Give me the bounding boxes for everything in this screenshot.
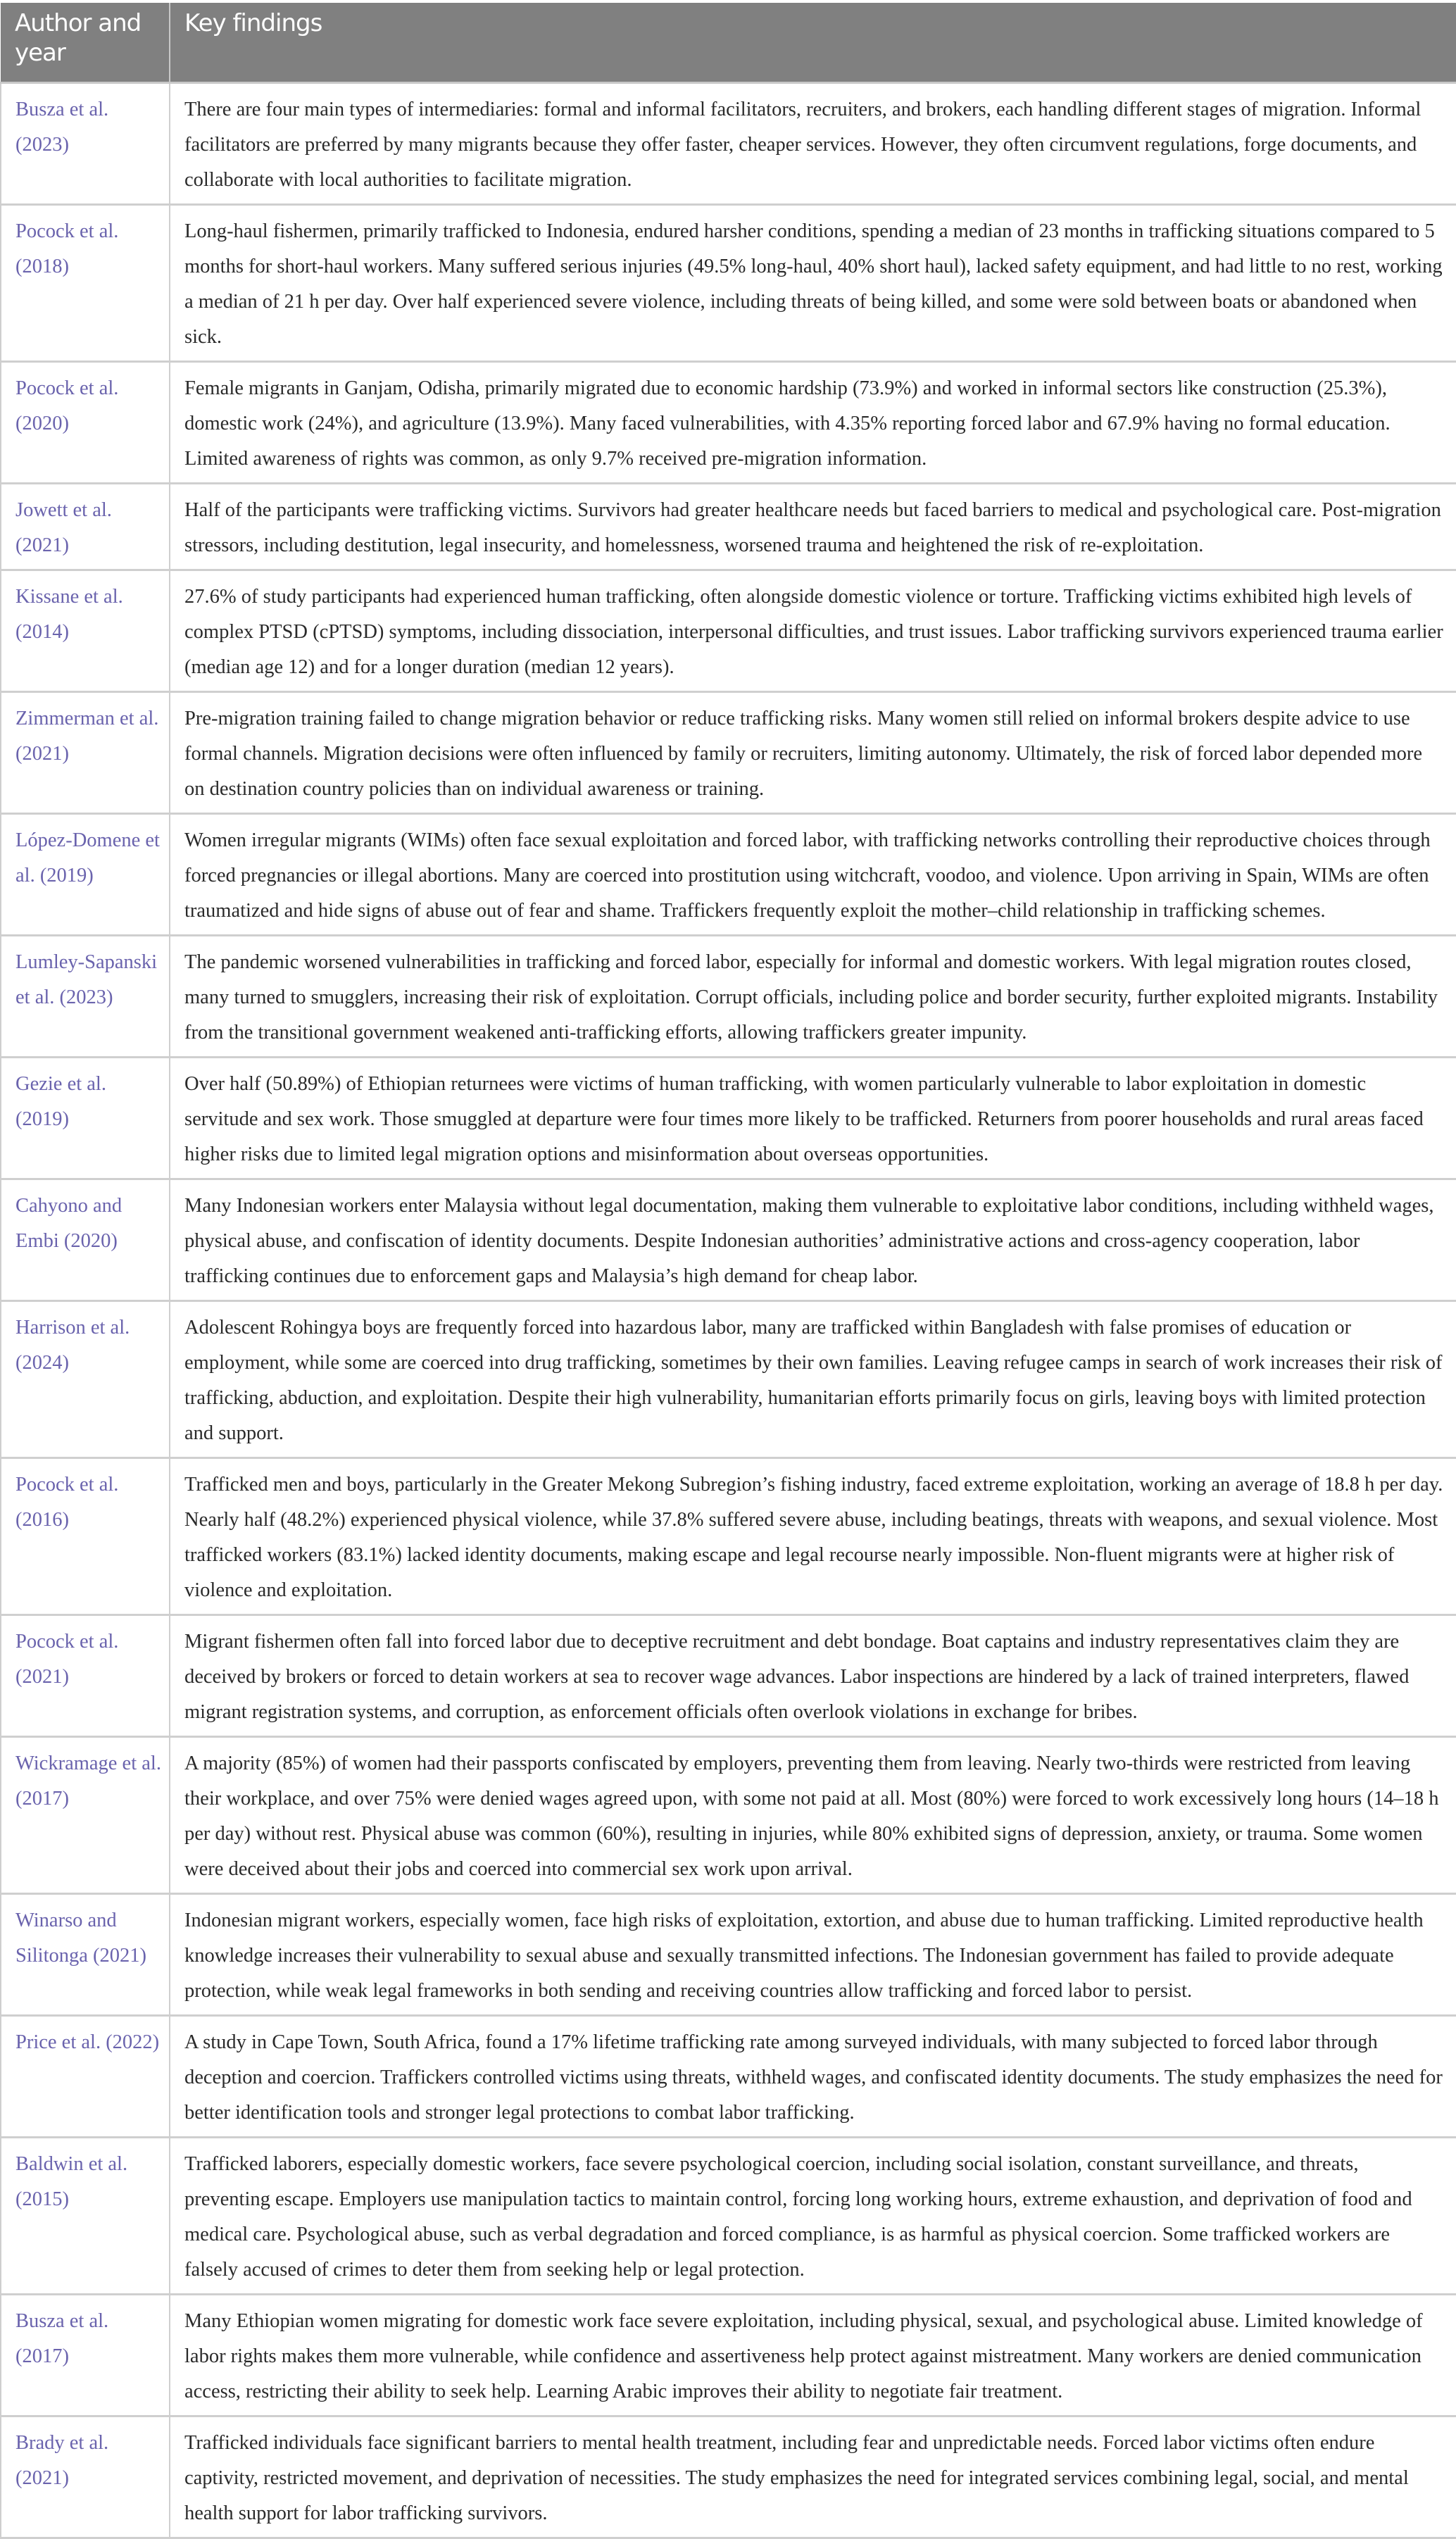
author-citation-link[interactable]: Jowett et al. (2021)	[1, 484, 170, 570]
key-findings-cell: Trafficked individuals face significant barriers to mental health treatment, including fear and unpredictable needs. Forced labor victims often endure captivity, restricted movement, and deprivation of necessities. The study emphasizes the need for integrated services combining legal, social, and mental health support for labor trafficking survivors.	[170, 2416, 1456, 2538]
author-citation-link[interactable]: Busza et al. (2017)	[1, 2295, 170, 2416]
table-row	[1, 1058, 1456, 1179]
table-row	[1, 83, 1456, 205]
table-row	[1, 570, 1456, 692]
table-row	[1, 484, 1456, 570]
key-findings-cell: Women irregular migrants (WIMs) often face sexual exploitation and forced labor, with trafficking networks controlling their reproductive choices through forced pregnancies or illegal abortions. Many are coerced into prostitution using witchcraft, voodoo, and violence. Upon arriving in Spain, WIMs are often traumatized and hide signs of abuse out of fear and shame. Traffickers frequently exploit the mother–child relationship in trafficking schemes.	[170, 814, 1456, 936]
key-findings-cell: Migrant fishermen often fall into forced labor due to deceptive recruitment and debt bondage. Boat captains and industry representatives claim they are deceived by brokers or forced to detain workers at sea to recover wage advances. Labor inspections are hindered by a lack of trained interpreters, flawed migrant registration systems, and corruption, as enforcement officials often overlook violations in exchange for bribes.	[170, 1615, 1456, 1737]
author-citation-link[interactable]: Busza et al. (2023)	[1, 83, 170, 205]
author-citation-link[interactable]: Price et al. (2022)	[1, 2016, 170, 2138]
table-row	[1, 1737, 1456, 1894]
key-findings-cell: Over half (50.89%) of Ethiopian returnees were victims of human trafficking, with women particularly vulnerable to labor exploitation in domestic servitude and sex work. Those smuggled at departure were four times more likely to be trafficked. Returners from poorer households and rural areas faced higher risks due to limited legal migration options and misinformation about overseas opportunities.	[170, 1058, 1456, 1179]
table-row	[1, 2016, 1456, 2138]
header-author: Author and year	[1, 3, 170, 83]
table-row	[1, 1179, 1456, 1301]
table-row	[1, 2416, 1456, 2538]
table-row	[1, 692, 1456, 814]
author-citation-link[interactable]: Kissane et al. (2014)	[1, 570, 170, 692]
key-findings-cell: Female migrants in Ganjam, Odisha, primarily migrated due to economic hardship (73.9%) and worked in informal sectors like construction (25.3%), domestic work (24%), and agriculture (13.9%). Many faced vulnerabilities, with 4.35% reporting forced labor and 67.9% having no formal education. Limited awareness of rights was common, as only 9.7% received pre-migration information.	[170, 362, 1456, 484]
table-row	[1, 205, 1456, 362]
table-row	[1, 362, 1456, 484]
key-findings-cell: Indonesian migrant workers, especially women, face high risks of exploitation, extortion, and abuse due to human trafficking. Limited reproductive health knowledge increases their vulnerability to sexual abuse and sexually transmitted infections. The Indonesian government has failed to provide adequate protection, while weak legal frameworks in both sending and receiving countries allow trafficking and forced labor to persist.	[170, 1894, 1456, 2016]
header-row	[1, 3, 1456, 83]
key-findings-cell: Many Indonesian workers enter Malaysia without legal documentation, making them vulnerable to exploitative labor conditions, including withheld wages, physical abuse, and confiscation of identity documents. Despite Indonesian authorities’ administrative actions and cross-agency cooperation, labor trafficking continues due to enforcement gaps and Malaysia’s high demand for cheap labor.	[170, 1179, 1456, 1301]
author-citation-link[interactable]: Pocock et al. (2020)	[1, 362, 170, 484]
key-findings-cell: Pre-migration training failed to change migration behavior or reduce trafficking risks. Many women still relied on informal brokers despite advice to use formal channels. Migration decisions were often influenced by family or recruiters, limiting autonomy. Ultimately, the risk of forced labor depended more on destination country policies than on individual awareness or training.	[170, 692, 1456, 814]
key-findings-cell: The pandemic worsened vulnerabilities in trafficking and forced labor, especially for informal and domestic workers. With legal migration routes closed, many turned to smugglers, increasing their risk of exploitation. Corrupt officials, including police and border security, further exploited migrants. Instability from the transitional government weakened anti-trafficking efforts, allowing traffickers greater impunity.	[170, 936, 1456, 1058]
author-citation-link[interactable]: Zimmerman et al. (2021)	[1, 692, 170, 814]
table-row	[1, 1615, 1456, 1737]
author-citation-link[interactable]: Lumley-Sapanski et al. (2023)	[1, 936, 170, 1058]
key-findings-cell: There are four main types of intermediaries: formal and informal facilitators, recruiters, and brokers, each handling different stages of migration. Informal facilitators are preferred by many migrants because they offer faster, cheaper services. However, they often circumvent regulations, forge documents, and collaborate with local authorities to facilitate migration.	[170, 83, 1456, 205]
table-row	[1, 1458, 1456, 1615]
table-row	[1, 1301, 1456, 1458]
author-citation-link[interactable]: Pocock et al. (2018)	[1, 205, 170, 362]
author-citation-link[interactable]: Cahyono and Embi (2020)	[1, 1179, 170, 1301]
author-citation-link[interactable]: Gezie et al. (2019)	[1, 1058, 170, 1179]
key-findings-cell: A study in Cape Town, South Africa, found a 17% lifetime trafficking rate among surveyed individuals, with many subjected to forced labor through deception and coercion. Traffickers controlled victims using threats, withheld wages, and confiscated identity documents. The study emphasizes the need for better identification tools and stronger legal protections to combat labor trafficking.	[170, 2016, 1456, 2138]
key-findings-cell: Trafficked laborers, especially domestic workers, face severe psychological coercion, including social isolation, constant surveillance, and threats, preventing escape. Employers use manipulation tactics to maintain control, forcing long working hours, extreme exhaustion, and deprivation of food and medical care. Psychological abuse, such as verbal degradation and forced compliance, is as harmful as physical coercion. Some trafficked workers are falsely accused of crimes to deter them from seeking help or legal protection.	[170, 2138, 1456, 2295]
key-findings-cell: Long-haul fishermen, primarily trafficked to Indonesia, endured harsher conditions, spending a median of 23 months in trafficking situations compared to 5 months for short-haul workers. Many suffered serious injuries (49.5% long-haul, 40% short haul), lacked safety equipment, and had little to no rest, working a median of 21 h per day. Over half experienced severe violence, including threats of being killed, and some were sold between boats or abandoned when sick.	[170, 205, 1456, 362]
table-row	[1, 1894, 1456, 2016]
author-citation-link[interactable]: Brady et al. (2021)	[1, 2416, 170, 2538]
key-findings-cell: Many Ethiopian women migrating for domestic work face severe exploitation, including physical, sexual, and psychological abuse. Limited knowledge of labor rights makes them more vulnerable, while confidence and assertiveness help protect against mistreatment. Many workers are denied communication access, restricting their ability to seek help. Learning Arabic improves their ability to negotiate fair treatment.	[170, 2295, 1456, 2416]
table-row	[1, 2295, 1456, 2416]
author-citation-link[interactable]: Wickramage et al. (2017)	[1, 1737, 170, 1894]
key-findings-cell: A majority (85%) of women had their passports confiscated by employers, preventing them from leaving. Nearly two-thirds were restricted from leaving their workplace, and over 75% were denied wages agreed upon, with some not paid at all. Most (80%) were forced to work excessively long hours (14–18 h per day) without rest. Physical abuse was common (60%), resulting in injuries, while 80% exhibited signs of depression, anxiety, or trauma. Some women were deceived about their jobs and coerced into commercial sex work upon arrival.	[170, 1737, 1456, 1894]
table-row	[1, 2138, 1456, 2295]
author-citation-link[interactable]: Winarso and Silitonga (2021)	[1, 1894, 170, 2016]
author-citation-link[interactable]: Pocock et al. (2016)	[1, 1458, 170, 1615]
key-findings-cell: 27.6% of study participants had experienced human trafficking, often alongside domestic violence or torture. Trafficking victims exhibited high levels of complex PTSD (cPTSD) symptoms, including dissociation, interpersonal difficulties, and trust issues. Labor trafficking survivors experienced trauma earlier (median age 12) and for a longer duration (median 12 years).	[170, 570, 1456, 692]
author-citation-link[interactable]: Pocock et al. (2021)	[1, 1615, 170, 1737]
author-citation-link[interactable]: Baldwin et al. (2015)	[1, 2138, 170, 2295]
header-findings: Key findings	[170, 3, 1456, 83]
author-citation-link[interactable]: Harrison et al. (2024)	[1, 1301, 170, 1458]
author-citation-link[interactable]: López-Domene et al. (2019)	[1, 814, 170, 936]
table-row	[1, 936, 1456, 1058]
key-findings-cell: Half of the participants were trafficking victims. Survivors had greater healthcare needs but faced barriers to medical and psychological care. Post-migration stressors, including destitution, legal insecurity, and homelessness, worsened trauma and heightened the risk of re-exploitation.	[170, 484, 1456, 570]
table-row	[1, 814, 1456, 936]
key-findings-cell: Trafficked men and boys, particularly in the Greater Mekong Subregion’s fishing industry, faced extreme exploitation, working an average of 18.8 h per day. Nearly half (48.2%) experienced physical violence, while 37.8% suffered severe abuse, including beatings, threats with weapons, and sexual violence. Most trafficked workers (83.1%) lacked identity documents, making escape and legal recourse nearly impossible. Non-fluent migrants were at higher risk of violence and exploitation.	[170, 1458, 1456, 1615]
key-findings-cell: Adolescent Rohingya boys are frequently forced into hazardous labor, many are trafficked within Bangladesh with false promises of education or employment, while some are coerced into drug trafficking, sometimes by their own families. Leaving refugee camps in search of work increases their risk of trafficking, abduction, and exploitation. Despite their high vulnerability, humanitarian efforts primarily focus on girls, leaving boys with limited protection and support.	[170, 1301, 1456, 1458]
findings-table	[0, 3, 1456, 2539]
